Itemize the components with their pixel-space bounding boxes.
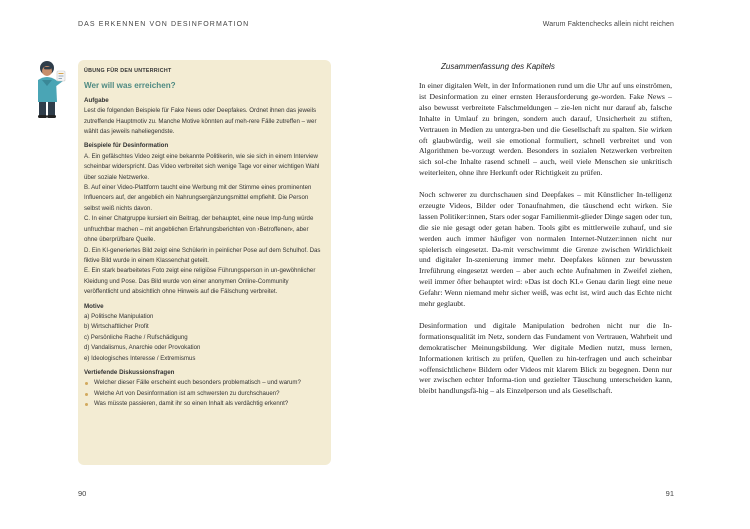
summary-paragraph: Noch schwerer zu durchschauen sind Deepfakes – mit Künstlicher In-telligenz erzeugte Videos, Bilder oder Tonaufnahmen, die täuschend echt wirken. Sie lassen Politiker:innen, Stars oder sogar Familienmit-glieder Dinge sagen oder tun, die sie nie gesagt oder getan haben. Tools gibt es mittlerweile zuhauf, und sie werden auch immer häufiger von normalen Internet-Nutzer:innen nicht nur spielerisch eingesetzt. Da-mit verschwimmt die Grenze zwischen Wirklichkeit und digitaler In-szenierung immer mehr. Deepfakes können zur bewussten Irreführung eingesetzt werden – aber auch echte Aufnahmen in Zweifel ziehen, weil immer öfter behauptet wird: »Das ist doch KI.« Genau darin liegt eine neue Gefahr: Wenn niemand mehr sicher weiß, was echt ist, wird auch das Echte nicht mehr geglaubt. [419, 190, 672, 309]
summary-body [419, 81, 672, 408]
questions-list [84, 378, 323, 409]
questions-heading: Vertiefende Diskussionsfragen [84, 368, 175, 376]
example-item: B. Auf einer Video-Plattform taucht eine Werbung mit der Stimme eines prominenten Influencers auf, der angeblich ein Nahrungsergänzungsmittel empfiehlt. Die Person selbst weiß nichts davon. [84, 184, 312, 212]
task-heading: Aufgabe [84, 96, 109, 104]
question-item: Welche Art von Desinformation ist am schwersten zu durchschauen? [84, 389, 323, 399]
question-item: Welcher dieser Fälle erscheint euch besonders problematisch – und warum? [84, 378, 323, 388]
motive-item: d) Vandalismus, Anarchie oder Provokation [84, 344, 201, 352]
summary-paragraph: Desinformation und digitale Manipulation bedrohen nicht nur die In-formationsqualität im Netz, sondern das Fundament von Vertrauen, Wahrheit und demokratischer Meinungsbildung. Wer digitale Medien nutzt, muss lernen, Informationen kritisch zu prüfen, Quellen zu hin-terfragen und auch scheinbar »offensichtlichen« Bildern oder Videos mit klarem Blick zu begegnen. Denn nur wer zwischen echter Informa-tion und gezielter Täuschung unterscheiden kann, bleibt handlungsfä-hig – als Einzelperson und als Gesellschaft. [419, 320, 672, 396]
motive-item: a) Politische Manipulation [84, 312, 154, 320]
motives-heading: Motive [84, 302, 104, 310]
page-number-left: 90 [78, 489, 87, 498]
summary-paragraph: In einer digitalen Welt, in der Informationen rund um die Uhr auf uns einströmen, ist Desinformation zu einer ernsten Herausforderung ge-worden. Fake News – also bewusst verbreitete Falschmeldungen – zie-len nicht nur darauf ab, falsche Inhalte in Umlauf zu bringen, sondern auch darauf, Unsicherheit zu stiften, Vertrauen in Medien zu untergra-ben und die Gesellschaft zu spalten. Sie wirken oft glaubwürdig, weil sie emotional formuliert, schnell verbreitet und von Algorithmen be-vorzugt werden. Besonders in sozialen Netzwerken verbreiten sich sol-che Inhalte rasend schnell – auch, weil viele Menschen sie unkritisch weiterleiten, ohne ihre Herkunft oder Richtigkeit zu prüfen. [419, 81, 672, 178]
page-number-right: 91 [665, 489, 674, 498]
exercise-box [78, 60, 331, 465]
student-illustration [30, 58, 68, 120]
motive-item: e) Ideologisches Interesse / Extremismus [84, 354, 196, 362]
example-item: A. Ein gefälschtes Video zeigt eine bekannte Politikerin, wie sie sich in einem Interview scheinbar widerspricht. Das Video verbreitet sich wenige Tage vor einer wichtigen Wahl über soziale Netzwerke. [84, 152, 320, 181]
section-title: Zusammenfassung des Kapitels [441, 62, 555, 71]
running-head-right: Warum Faktenchecks allein nicht reichen [542, 21, 674, 28]
example-item: D. Ein KI-generiertes Bild zeigt eine Schülerin in peinlicher Pose auf dem Schulhof. Das fiktive Bild wurde in einem Klassenchat geteilt. [84, 246, 321, 264]
task-text: Lest die folgenden Beispiele für Fake News oder Deepfakes. Ordnet ihnen das jeweils zutreffende Hauptmotiv zu. Manche Motive könnten auf meh-rere Fälle zutreffen – wer wählt das jeweils naheliegendste. [84, 107, 317, 136]
examples-heading: Beispiele für Desinformation [84, 142, 169, 150]
example-item: E. Ein stark bearbeitetes Foto zeigt eine religiöse Führungsperson in un-gewöhnlicher Kleidung und Pose. Das Bild wurde von einer anonymen Online-Community veröffentlicht und absichtlich ohne Hinweis auf die Fälschung verbreitet. [84, 267, 316, 296]
running-head-left: DAS ERKENNEN VON DESINFORMATION [78, 21, 250, 28]
exercise-title: Wer will was erreichen? [84, 81, 176, 91]
exercise-label: ÜBUNG FÜR DEN UNTERRICHT [84, 68, 172, 74]
example-item: C. In einer Chatgruppe kursiert ein Beitrag, der behauptet, eine neue Imp-fung würde unfruchtbar machen – mit angeblichen Erfahrungsberichten von ›Betroffenen‹, aber ohne überprüfbare Quelle. [84, 215, 314, 244]
motive-item: b) Wirtschaftlicher Profit [84, 323, 149, 331]
question-item: Was müsste passieren, damit ihr so einen Inhalt als verdächtig erkennt? [84, 399, 323, 409]
motive-item: c) Persönliche Rache / Rufschädigung [84, 333, 188, 341]
